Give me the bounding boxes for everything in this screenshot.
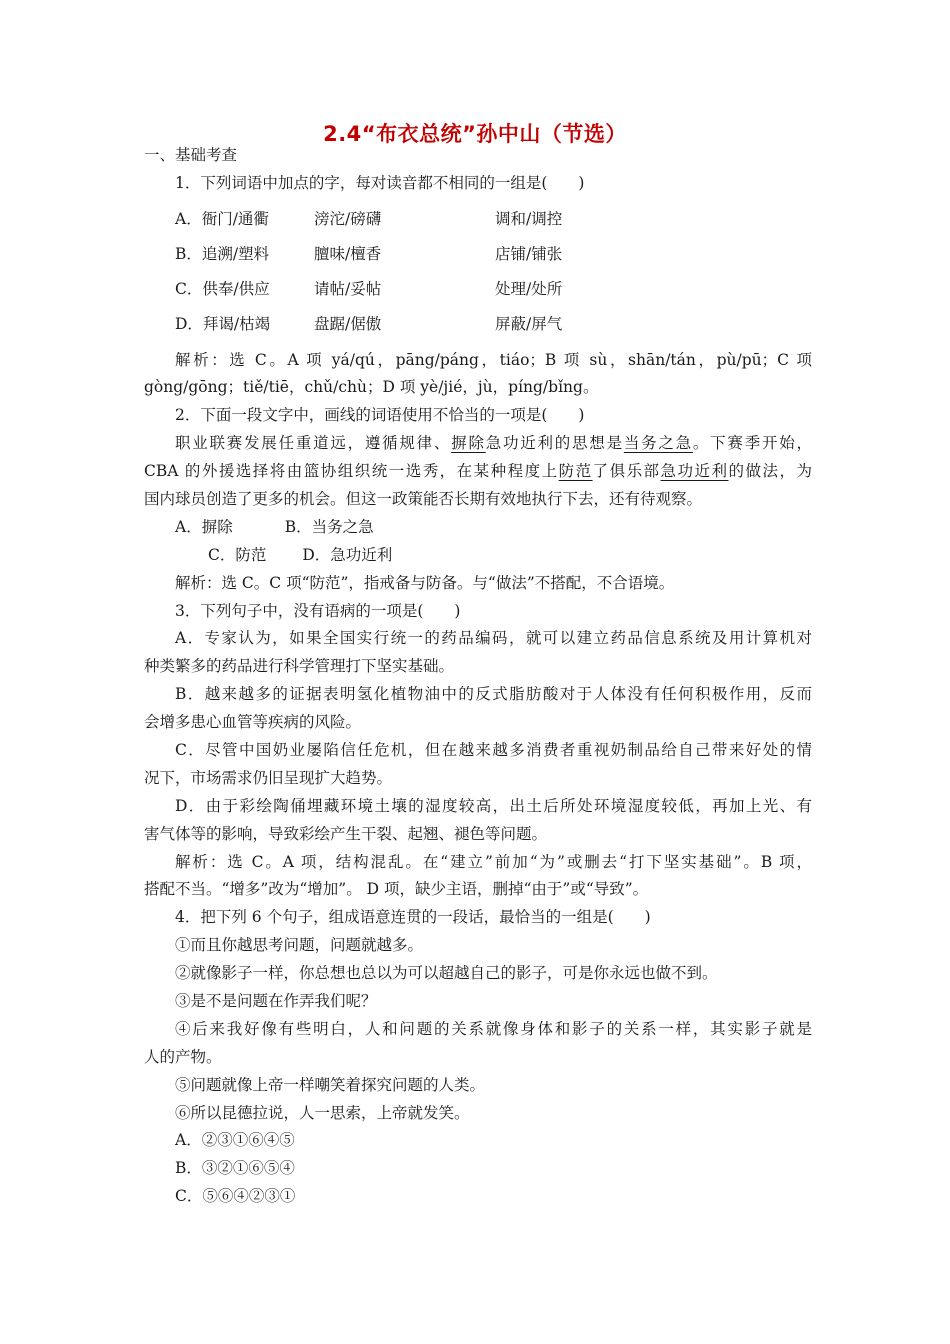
q1-a-1: A．衙门/通衢 xyxy=(175,209,269,228)
q2-passage-3: 国内球员创造了更多的机会。但这一政策能否长期有效地执行下去，还有待观察。 xyxy=(144,489,703,508)
q1-a-2: 滂沱/磅礴 xyxy=(314,209,382,228)
q4-sentence-6: ⑥所以昆德拉说，人一思索，上帝就发笑。 xyxy=(175,1103,470,1122)
q4-sentence-4b: 人的产物。 xyxy=(144,1047,222,1066)
q3-b-1: B．越来越多的证据表明氢化植物油中的反式脂肪酸对于人体没有任何积极作用，反而 xyxy=(175,685,812,704)
q2-options-cd xyxy=(144,542,812,570)
q3-analysis-2: 搭配不当。“增多”改为“增加”。 D 项，缺少主语，删掉“由于”或“导致”。 xyxy=(144,880,649,899)
q1-analysis-2: gòng/gōng；tiě/tiē，chǔ/chù；D 项 yè/jié，jù，píng/bǐng。 xyxy=(144,378,599,397)
q2-p1-text-2: 急功近利的思想是 xyxy=(485,434,624,453)
q1-c-2: 请帖/妥帖 xyxy=(314,280,382,299)
q1-d-1: D．拜谒/枯竭 xyxy=(175,315,271,334)
q2-p2-text-3: 的做法，为 xyxy=(728,462,812,481)
q4-option-b: B．③②①⑥⑤④ xyxy=(175,1159,295,1178)
q1-stem: 1．下列词语中加点的字，每对读音都不相同的一组是( ) xyxy=(175,173,585,192)
q1-row-d xyxy=(144,307,812,342)
q2-passage-2 xyxy=(144,458,812,486)
q2-option-a: A．摒除 xyxy=(175,517,233,536)
q1-d-2: 盘踞/倨傲 xyxy=(314,315,382,334)
q1-d-3: 屏蔽/屏气 xyxy=(495,315,563,334)
q2-stem: 2．下面一段文字中，画线的词语使用不恰当的一项是( ) xyxy=(175,406,585,425)
q4-stem: 4．把下列 6 个句子，组成语意连贯的一段话，最恰当的一组是( ) xyxy=(175,908,651,927)
q2-options-ab xyxy=(144,514,812,542)
q2-underline-dangwu: 当务之急 xyxy=(623,434,693,453)
q1-b-3: 店铺/铺张 xyxy=(495,244,563,263)
q1-b-1: B．追溯/塑料 xyxy=(175,244,270,263)
q3-a-2: 种类繁多的药品进行科学管理打下坚实基础。 xyxy=(144,657,455,676)
q1-c-3: 处理/处所 xyxy=(495,280,563,299)
q3-stem: 3．下列句子中，没有语病的一项是( ) xyxy=(175,601,461,620)
q2-p2-text-2: 了俱乐部 xyxy=(592,462,661,481)
q1-a-3: 调和/调控 xyxy=(495,209,563,228)
q2-underline-fangfan: 防范 xyxy=(558,462,593,481)
q3-analysis-1: 解析：选 C。A 项，结构混乱。在“建立”前加“为”或删去“打下坚实基础”。B 项， xyxy=(175,852,812,871)
q1-analysis-1: 解析：选 C。A 项 yá/qú，pāng/páng，tiáo；B 项 sù，shān/tán，pù/pū；C 项 xyxy=(175,350,812,369)
q4-sentence-1: ①而且你越思考问题，问题就越多。 xyxy=(175,936,424,955)
q3-d-2: 害气体等的影响，导致彩绘产生干裂、起翘、褪色等问题。 xyxy=(144,824,548,843)
q1-row-b xyxy=(144,237,812,272)
q3-c-1: C．尽管中国奶业屡陷信任危机，但在越来越多消费者重视奶制品给自己带来好处的情 xyxy=(175,741,812,759)
q2-p2-text: CBA 的外援选择将由篮协组织统一选秀，在某种程度上 xyxy=(144,462,559,481)
section-heading: 一、基础考查 xyxy=(144,146,238,164)
q2-option-c: C．防范 xyxy=(208,545,267,564)
q3-c-2: 况下，市场需求仍旧呈现扩大趋势。 xyxy=(144,768,393,787)
q2-underline-bingchu: 摒除 xyxy=(451,434,486,453)
q4-option-a: A．②③①⑥④⑤ xyxy=(175,1131,295,1150)
q1-row-c xyxy=(144,272,812,307)
page-title: 2.4“布衣总统”孙中山（节选） xyxy=(323,122,627,146)
q3-d-1: D．由于彩绘陶俑埋藏环境土壤的湿度较高，出土后所处环境湿度较低，再加上光、有 xyxy=(175,796,812,815)
q1-c-1: C．供奉/供应 xyxy=(175,280,270,299)
q3-a-1: A．专家认为，如果全国实行统一的药品编码，就可以建立药品信息系统及用计算机对 xyxy=(175,629,812,648)
q1-b-2: 膻味/檀香 xyxy=(314,244,382,263)
q2-option-d: D．急功近利 xyxy=(302,545,393,564)
q4-sentence-3: ③是不是问题在作弄我们呢？ xyxy=(175,992,377,1011)
document-body xyxy=(144,142,812,1211)
q2-p1-text: 职业联赛发展任重道远，遵循规律、 xyxy=(175,434,452,453)
q4-sentence-4a: ④后来我好像有些明白，人和问题的关系就像身体和影子的关系一样，其实影子就是 xyxy=(175,1019,812,1038)
q1-row-a xyxy=(144,202,812,237)
q4-option-c: C．⑤⑥④②③① xyxy=(175,1187,296,1206)
q2-underline-jigong: 急功近利 xyxy=(660,462,729,481)
q4-sentence-5: ⑤问题就像上帝一样嘲笑着探究问题的人类。 xyxy=(175,1075,486,1094)
q3-b-2: 会增多患心血管等疾病的风险。 xyxy=(144,713,362,732)
q4-sentence-2: ②就像影子一样，你总想也总以为可以超越自己的影子，可是你永远也做不到。 xyxy=(175,964,718,983)
q2-passage-1 xyxy=(144,430,812,458)
q2-p1-text-3: 。下赛季开始， xyxy=(692,434,812,453)
q2-analysis: 解析：选 C。C 项“防范”，指戒备与防备。与“做法”不搭配，不合语境。 xyxy=(175,573,675,592)
q2-option-b: B．当务之急 xyxy=(284,517,374,536)
